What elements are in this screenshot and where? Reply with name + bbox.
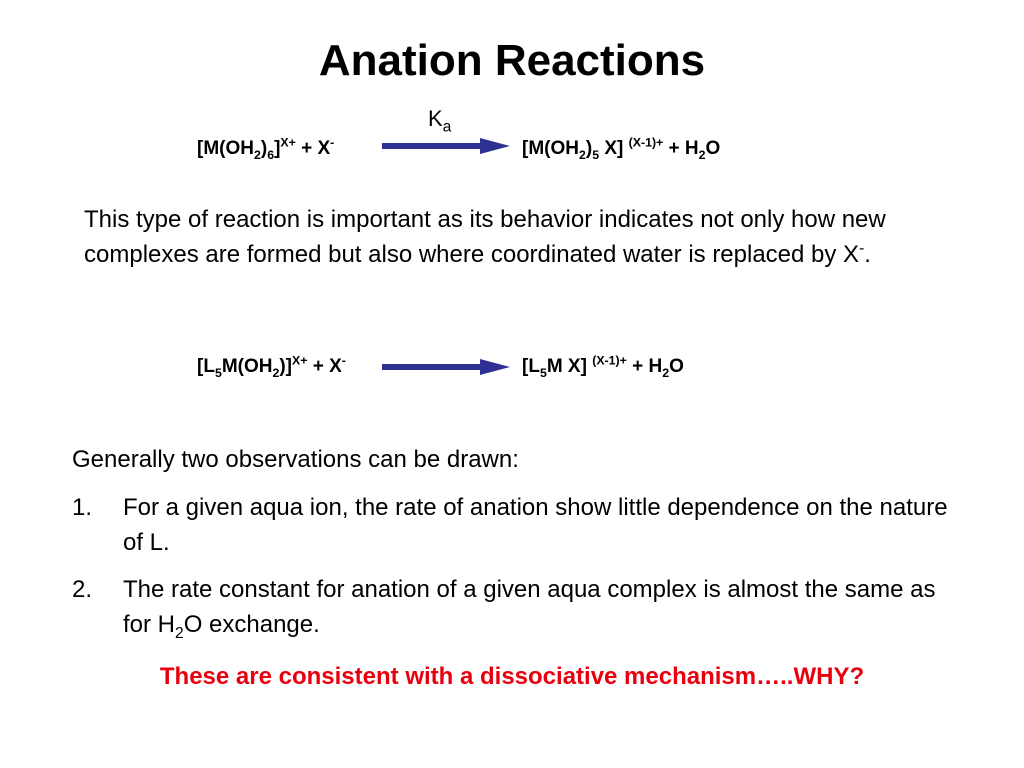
list-text: For a given aqua ion, the rate of anation show little dependence on the nature of L. bbox=[123, 494, 948, 556]
subscript: 5 bbox=[539, 365, 547, 380]
reactant-text: M(OH bbox=[221, 356, 273, 377]
charge-superscript: X+ bbox=[280, 135, 296, 150]
reaction2-product bbox=[522, 353, 684, 380]
list-text-part: The rate constant for anation of a given aqua complex is almost the same as for H bbox=[123, 576, 936, 638]
charge-superscript: - bbox=[859, 240, 865, 257]
paragraph-text: This type of reaction is important as its behavior indicates not only how new complexes are formed but also where coordinated water is replaced by X bbox=[84, 206, 886, 268]
product-text: [L bbox=[522, 356, 540, 377]
subscript: 5 bbox=[214, 365, 222, 380]
slide-title: Anation Reactions bbox=[318, 36, 706, 85]
list-text bbox=[123, 572, 952, 642]
charge-superscript: X+ bbox=[292, 353, 308, 368]
explanation-paragraph bbox=[84, 202, 964, 272]
charge-superscript: (X-1)+ bbox=[628, 135, 664, 150]
rate-constant-subscript: a bbox=[442, 118, 452, 136]
subscript: 2 bbox=[578, 147, 586, 162]
list-text-part: O exchange. bbox=[183, 611, 320, 638]
product-text: + H bbox=[626, 356, 663, 377]
product-text: O bbox=[669, 356, 684, 377]
reactant-text: ) bbox=[260, 138, 268, 159]
observations-intro: Generally two observations can be drawn: bbox=[72, 446, 519, 473]
subscript: 6 bbox=[267, 147, 275, 162]
rate-constant-symbol: K bbox=[428, 106, 443, 131]
subscript: 2 bbox=[175, 624, 184, 642]
list-number: 2. bbox=[72, 576, 93, 603]
product-text: [M(OH bbox=[522, 138, 579, 159]
reactant-text: ] bbox=[274, 138, 281, 159]
subscript: 2 bbox=[253, 147, 261, 162]
reactant-text: + X bbox=[295, 138, 331, 159]
charge-superscript: (X-1)+ bbox=[592, 353, 627, 368]
subscript: 2 bbox=[662, 365, 670, 380]
observations-list bbox=[72, 490, 952, 654]
product-text: + H bbox=[663, 138, 699, 159]
reactant-text: [M(OH bbox=[197, 138, 254, 159]
list-number: 1. bbox=[72, 494, 93, 521]
product-text: O bbox=[705, 138, 721, 159]
reaction2-reactant bbox=[197, 353, 346, 380]
reactant-text: [L bbox=[197, 356, 215, 377]
reaction1-product bbox=[522, 135, 721, 162]
conclusion-question: These are consistent with a dissociative mechanism…..WHY? bbox=[159, 663, 865, 690]
subscript: 2 bbox=[272, 365, 280, 380]
paragraph-end: . bbox=[864, 241, 871, 268]
list-item bbox=[72, 490, 952, 560]
reactant-text: )] bbox=[279, 356, 292, 377]
rate-constant-label bbox=[428, 106, 451, 136]
reactant-text: + X bbox=[307, 356, 342, 377]
list-item bbox=[72, 572, 952, 642]
product-text: X] bbox=[599, 138, 629, 159]
right-arrow-icon bbox=[382, 137, 512, 155]
right-arrow-icon bbox=[382, 358, 512, 376]
charge-superscript: - bbox=[330, 135, 335, 150]
product-text: M X] bbox=[546, 356, 593, 377]
product-text: ) bbox=[585, 138, 593, 159]
charge-superscript: - bbox=[341, 353, 346, 368]
reaction1-reactant bbox=[197, 135, 335, 162]
subscript: 2 bbox=[698, 147, 706, 162]
subscript: 5 bbox=[592, 147, 600, 162]
